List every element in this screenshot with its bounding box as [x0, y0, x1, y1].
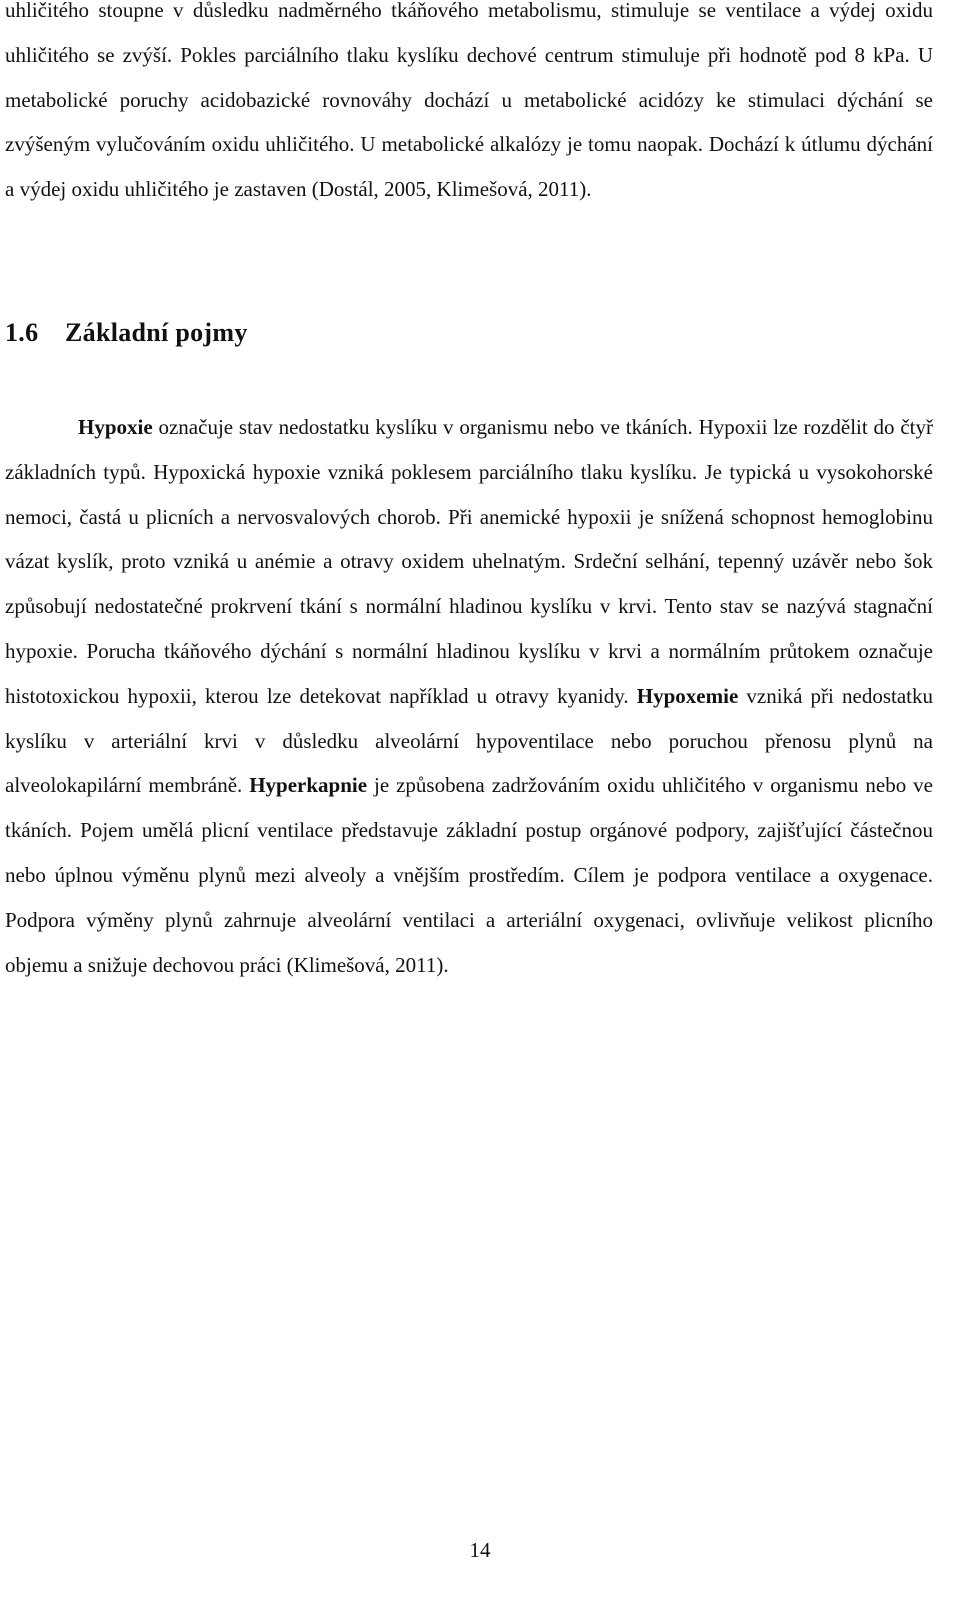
- section-heading: [5, 318, 248, 348]
- term-hypoxemie: Hypoxemie: [636, 683, 739, 708]
- definition-text-2: vzniká při nedostatku kyslíku v arteriální krvi v důsledku alveolární hypoventilace nebo poruchou přenosu plynů na alveolokapilární membráně.: [5, 683, 933, 798]
- document-page: [5, 0, 934, 977]
- definition-text-3: je způsobena zadržováním oxidu uhličitého v organismu nebo ve tkáních. Pojem umělá plicní ventilace představuje základní postup orgánové podpory, zajišťující částečnou nebo úplnou výměnu plynů mezi alveoly a vnějším prostředím. Cílem je podpora ventilace a oxygenace. Podpora výměny plynů zahrnuje alveolární ventilaci a arteriální oxygenaci, ovlivňuje velikost plicního objemu a snižuje dechovou práci (Klimešová, 2011).: [5, 773, 934, 977]
- term-hyperkapnie: Hyperkapnie: [249, 773, 368, 798]
- paragraph-continuation: uhličitého stoupne v důsledku nadměrného tkáňového metabolismu, stimuluje se ventilace a výdej oxidu uhličitého se zvýší. Pokles parciálního tlaku kyslíku dechové centrum stimuluje při hodnotě pod 8 kPa. U metabolické poruchy acidobazické rovnováhy dochází u metabolické acidózy ke stimulaci dýchání se zvýšeným vylučováním oxidu uhličitého. U metabolické alkalózy je tomu naopak. Dochází k útlumu dýchání a výdej oxidu uhličitého je zastaven (Dostál, 2005, Klimešová, 2011).: [5, 0, 933, 202]
- section-number: 1.6: [5, 318, 39, 347]
- paragraph-definitions: [5, 405, 933, 987]
- term-hypoxie: Hypoxie: [78, 415, 153, 439]
- page-number: 14: [469, 1538, 491, 1562]
- definition-text-1: označuje stav nedostatku kyslíku v organismu nebo ve tkáních. Hypoxii lze rozdělit do čtyř základních typů. Hypoxická hypoxie vzniká poklesem parciálního tlaku kyslíku. Je typická u vysokohorské nemoci, častá u plicních a nervosvalových chorob. Při anemické hypoxii je snížená schopnost hemoglobinu vázat kyslík, proto vzniká u anémie a otravy oxidem uhelnatým. Srdeční selhání, tepenný uzávěr nebo šok způsobují nedostatečné prokrvení tkání s normální hladinou kyslíku v krvi. Tento stav se nazývá stagnační hypoxie. Porucha tkáňového dýchání s normální hladinou kyslíku v krvi a normálním průtokem označuje histotoxickou hypoxii, kterou lze detekovat například u otravy kyanidy.: [5, 415, 933, 708]
- section-title: Základní pojmy: [65, 318, 248, 347]
